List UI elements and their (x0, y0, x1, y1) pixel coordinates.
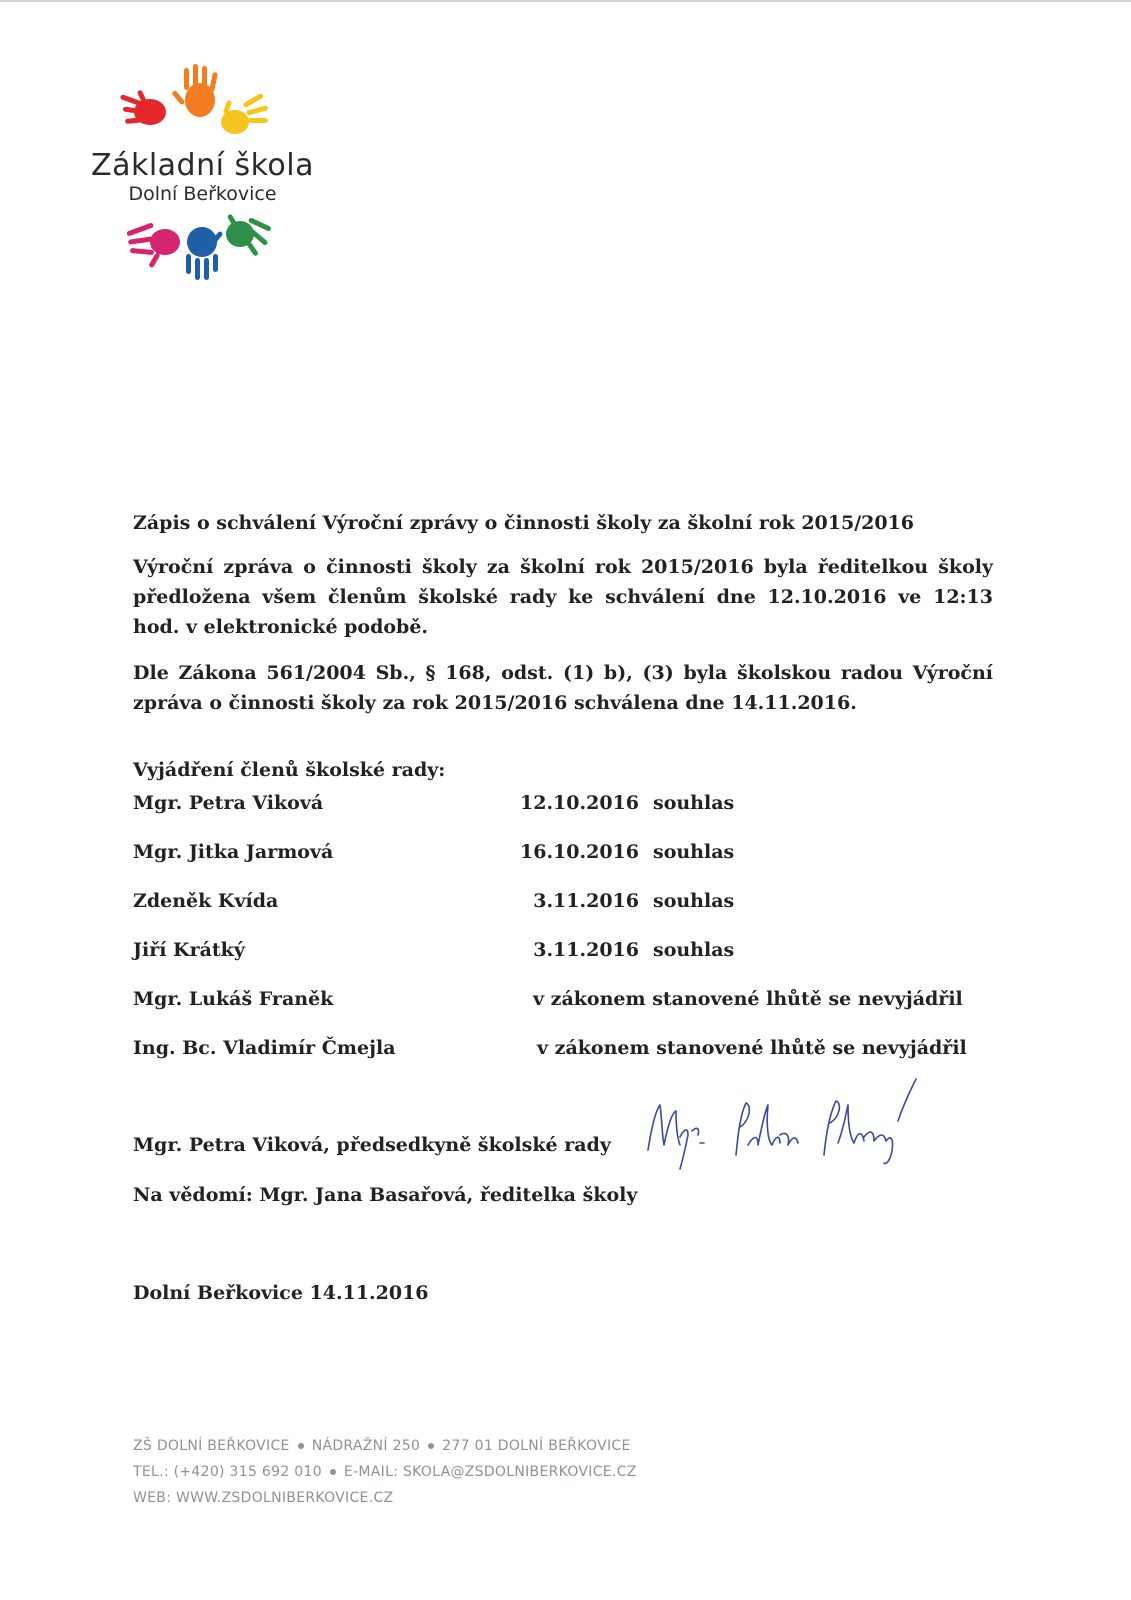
member-date: 3.11.2016 (533, 939, 639, 961)
member-name: Ing. Bc. Vladimír Čmejla (133, 1037, 396, 1059)
place-date: Dolní Beřkovice 14.11.2016 (133, 1282, 429, 1304)
list-item (133, 788, 993, 818)
member-name: Jiří Krátký (133, 939, 245, 961)
logo-subtitle: Dolní Beřkovice (128, 183, 277, 205)
footer-phone: TEL.: (+420) 315 692 010 (133, 1464, 322, 1480)
list-item (133, 984, 993, 1014)
member-status: souhlas (653, 939, 735, 961)
red-hand (120, 89, 166, 125)
list-item (133, 837, 993, 867)
document-body (133, 508, 993, 1304)
chair-line: Mgr. Petra Viková, předsedkyně školské rady (133, 1134, 611, 1156)
member-name: Mgr. Lukáš Franěk (133, 988, 334, 1010)
footer-school: ZŠ DOLNÍ BEŘKOVICE (133, 1438, 290, 1454)
member-name: Mgr. Jitka Jarmová (133, 841, 334, 863)
signature-icon (640, 1065, 930, 1175)
paragraph-submission: Výroční zpráva o činnosti školy za školní rok 2015/2016 byla ředitelkou školy předložena všem členům školské rady ke schválení dne 12.10.2016 ve 12:13 hod. v elektronické podobě. (133, 556, 993, 638)
handwritten-signature (640, 1065, 930, 1175)
bullet-icon (330, 1469, 336, 1475)
member-status: souhlas (653, 890, 735, 912)
document-title: Zápis o schválení Výroční zprávy o činnosti školy za školní rok 2015/2016 (133, 512, 915, 534)
list-item (133, 1033, 993, 1063)
footer-street: NÁDRAŽNÍ 250 (311, 1438, 421, 1454)
paragraph-approval: Dle Zákona 561/2004 Sb., § 168, odst. (1) b), (3) byla školskou radou Výroční zpráva o činnosti školy za rok 2015/2016 schválena dne 14.11.2016. (133, 662, 993, 714)
member-status: v zákonem stanovené lhůtě se nevyjádřil (537, 1037, 967, 1059)
notice-line: Na vědomí: Mgr. Jana Basařová, ředitelka školy (133, 1184, 638, 1206)
footer-email: E-MAIL: SKOLA@ZSDOLNIBERKOVICE.CZ (343, 1464, 637, 1480)
letterhead-footer (133, 1433, 637, 1511)
school-logo (80, 62, 340, 287)
list-item (133, 886, 993, 916)
orange-hand (171, 64, 218, 117)
member-status: v zákonem stanovené lhůtě se nevyjádřil (533, 988, 963, 1010)
pink-hand (126, 222, 180, 268)
member-date: 3.11.2016 (533, 890, 639, 912)
member-name: Mgr. Petra Viková (133, 792, 324, 814)
bullet-icon (298, 1443, 304, 1449)
yellow-hand (221, 93, 268, 134)
scan-edge (0, 0, 1131, 2)
footer-address-line (133, 1433, 637, 1459)
member-status: souhlas (653, 792, 735, 814)
member-date: 16.10.2016 (520, 841, 639, 863)
footer-contact-line (133, 1459, 637, 1485)
green-hand (226, 213, 272, 256)
list-item (133, 935, 993, 965)
member-name: Zdeněk Kvída (133, 890, 279, 912)
member-date: 12.10.2016 (520, 792, 639, 814)
footer-web: WEB: WWW.ZSDOLNIBERKOVICE.CZ (133, 1490, 394, 1506)
members-heading: Vyjádření členů školské rady: (133, 759, 446, 781)
member-status: souhlas (653, 841, 735, 863)
footer-city: 277 01 DOLNÍ BEŘKOVICE (442, 1438, 631, 1454)
logo-title: Základní škola (91, 148, 314, 183)
blue-hand (186, 227, 223, 280)
bullet-icon (428, 1443, 434, 1449)
